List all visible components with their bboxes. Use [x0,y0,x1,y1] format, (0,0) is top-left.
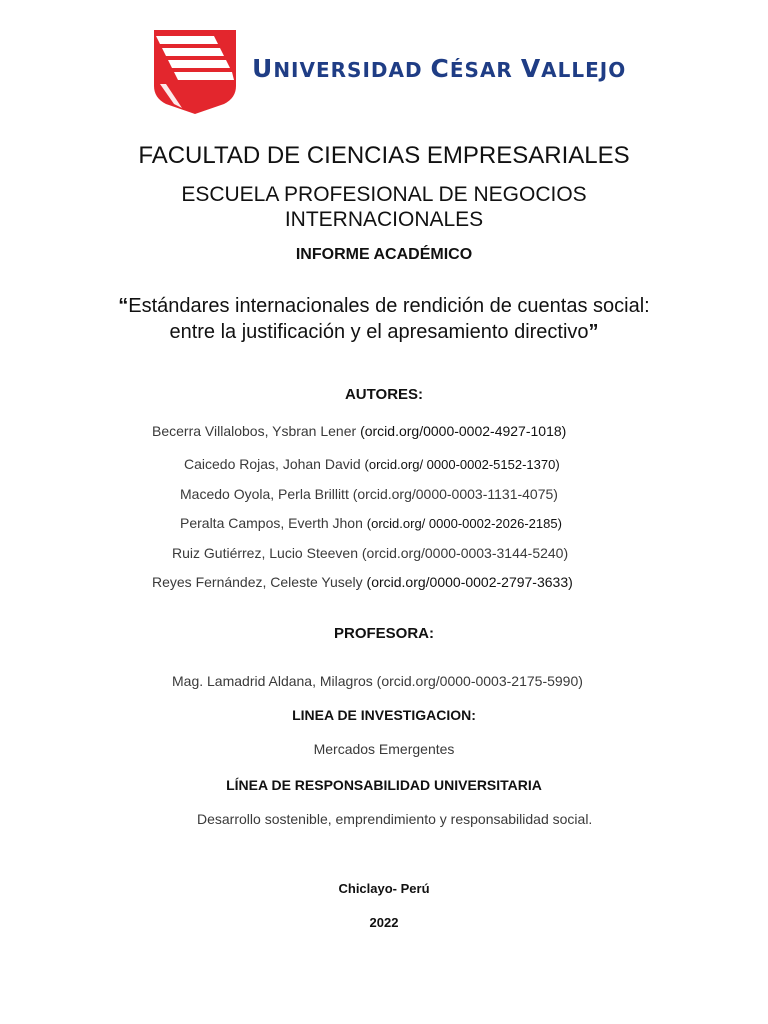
research-line-label: LINEA DE INVESTIGACION: [292,707,476,723]
year: 2022 [369,915,399,930]
author-orcid: (orcid.org/0000-0003-3144-5240) [361,545,569,561]
author-item: Caicedo Rojas, Johan David (orcid.org/ 0000-0002-5152-1370) [184,456,560,472]
author-orcid: (orcid.org/ 0000-0002-2026-2185) [366,516,562,531]
school-line-2: INTERNACIONALES [284,208,484,231]
rsu-line: Desarrollo sostenible, emprendimiento y responsabilidad social. [197,811,593,827]
author-item: Macedo Oyola, Perla Brillitt (orcid.org/0000-0003-1131-4075) [180,486,558,502]
professor-name: Mag. Lamadrid Aldana, Milagros (orcid.org/0000-0003-2175-5990) [172,673,583,689]
rsu-label: LÍNEA DE RESPONSABILIDAD UNIVERSITARIA [226,777,542,793]
title-line-2: entre la justificación y el apresamiento directivo [169,321,589,343]
school-heading [0,182,768,232]
school-line-1: ESCUELA PROFESIONAL DE NEGOCIOS [181,183,587,206]
author-orcid: (orcid.org/ 0000-0002-5152-1370) [364,457,560,472]
author-item: Ruiz Gutiérrez, Lucio Steeven (orcid.org/0000-0003-3144-5240) [172,545,569,561]
document-title [0,293,768,345]
author-item: Peralta Campos, Everth Jhon (orcid.org/ 0000-0002-2026-2185) [180,515,562,531]
authors-label: AUTORES: [344,386,424,403]
professor-label: PROFESORA: [333,625,434,642]
author-orcid: (orcid.org/0000-0003-1131-4075) [352,486,558,502]
title-open-quote: “ [118,295,129,317]
author-item: Reyes Fernández, Celeste Yusely (orcid.org/0000-0002-2797-3633) [152,574,573,590]
author-orcid: (orcid.org/0000-0002-4927-1018) [360,423,567,439]
author-orcid: (orcid.org/0000-0002-2797-3633) [366,574,573,590]
title-line-1: Estándares internacionales de rendición de cuentas social: [128,295,650,317]
report-type: INFORME ACADÉMICO [295,246,473,263]
university-name: UNIVERSIDAD CÉSAR VALLEJO [252,54,627,83]
author-item: Becerra Villalobos, Ysbran Lener (orcid.org/0000-0002-4927-1018) [152,423,567,439]
faculty-heading: FACULTAD DE CIENCIAS EMPRESARIALES [138,142,630,169]
city: Chiclayo- Perú [338,881,430,896]
ucv-crest-icon [152,28,238,114]
research-line: Mercados Emergentes [313,741,455,757]
title-close-quote: ” [588,321,599,343]
